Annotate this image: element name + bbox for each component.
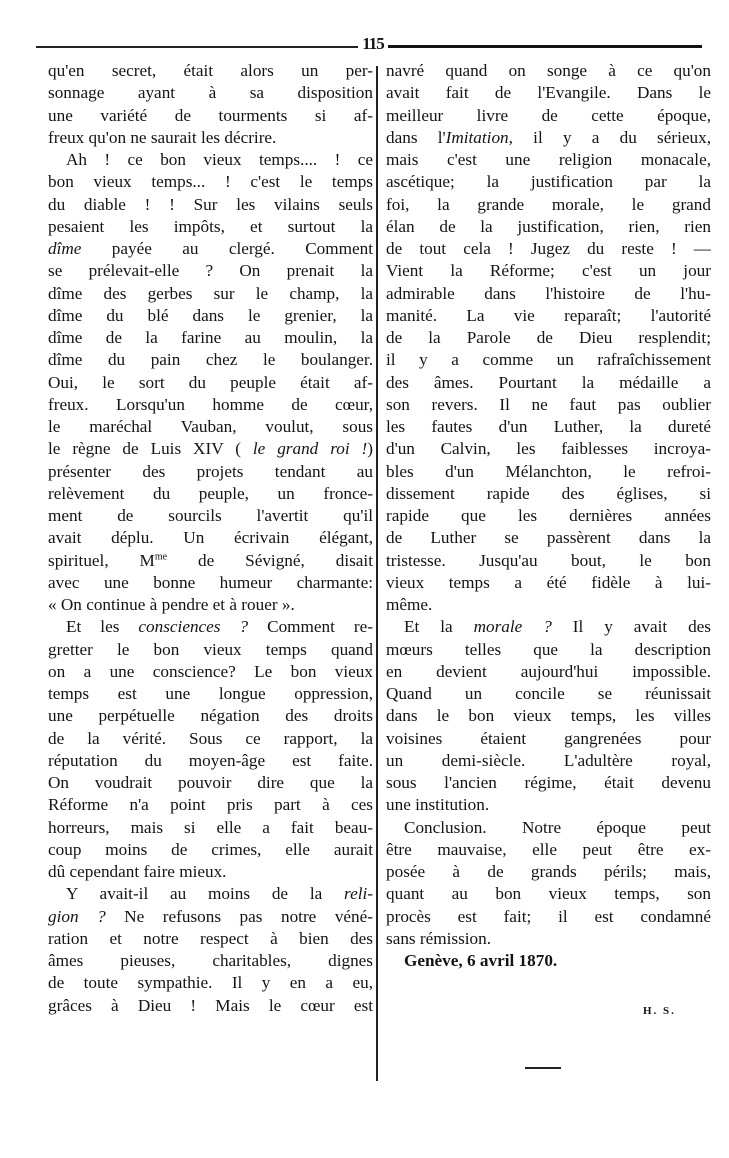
text-line: avait fait de l'Evangile. Dans le: [386, 83, 711, 103]
text-line: temps est une longue oppression,: [48, 684, 373, 703]
dateline: Genève, 6 avril 1870.: [404, 951, 558, 970]
text-line: meilleur livre de cette époque,: [386, 105, 711, 125]
text-line: Réforme n'a point pris part à ces: [48, 795, 373, 815]
text-line: coup moins de crimes, elle aurait: [48, 839, 373, 859]
text-line: procès est fait; il est condamné: [386, 906, 711, 926]
text-line: de toute sympathie. Il y en a eu,: [48, 973, 373, 993]
text-line: sonnage ayant à sa disposition: [48, 83, 373, 103]
text-line: dîme des gerbes sur le champ, la: [48, 283, 373, 303]
text-line: un demi-siècle. L'adultère royal,: [386, 750, 711, 770]
text-line: avec une bonne humeur charmante:: [48, 572, 373, 592]
text-line: Et la morale ? Il y avait des: [404, 617, 711, 637]
text-line: des âmes. Pourtant la médaille a: [386, 372, 711, 392]
text-line: posée à de grands périls; mais,: [386, 862, 711, 881]
text-line: manité. La vie reparaît; l'autorité: [386, 305, 711, 325]
column-divider: [376, 66, 378, 1081]
text-line: gretter le bon vieux temps quand: [48, 639, 373, 659]
text-line: pesaient les impôts, et surtout la: [48, 216, 373, 236]
text-line: réputation du moyen-âge est faite.: [48, 750, 373, 770]
text-line: Et les consciences ? Comment re-: [66, 617, 373, 637]
text-line: ascétique; la justification par la: [386, 172, 711, 192]
text-line: bon vieux temps... ! c'est le temps: [48, 172, 373, 192]
italic-text: gion ?: [48, 906, 106, 926]
italic-text: morale ?: [473, 617, 552, 637]
text-line: voisines étaient gangrenées pour: [386, 728, 711, 748]
text-line: de tout cela ! Jugez du reste ! —: [386, 239, 711, 258]
left-column: [48, 60, 373, 1017]
text-line: On voudrait pouvoir dire que la: [48, 773, 373, 792]
text-line: même.: [386, 595, 433, 614]
text-line: freux qu'on ne saurait les décrire.: [48, 127, 277, 147]
text-line: vieux temps a été fidèle à lui-: [386, 572, 711, 592]
text-line: rapide que les dernières années: [386, 506, 711, 525]
text-line: dissement rapide des églises, si: [386, 483, 711, 503]
text-line: ration et notre respect à bien des: [48, 928, 373, 948]
text-line: dîme payée au clergé. Comment: [48, 239, 373, 258]
text-line: du diable ! ! Sur les vilains seuls: [48, 194, 373, 214]
italic-text: Imitation: [445, 127, 509, 147]
text-line: horreurs, mais si elle a fait beau-: [48, 817, 373, 837]
text-line: les fautes d'un Luther, la dureté: [386, 417, 711, 436]
text-line: élan de la justification, rien, rien: [386, 216, 711, 236]
text-line: grâces à Dieu ! Mais le cœur est: [48, 995, 373, 1015]
italic-text: consciences ?: [138, 617, 249, 637]
text-line: être mauvaise, elle peut être ex-: [386, 839, 711, 859]
text-line: dîme du pain chez le boulanger.: [48, 350, 373, 370]
text-line: Conclusion. Notre époque peut: [404, 817, 711, 837]
text-line: quant au bon vieux temps, son: [386, 884, 711, 904]
text-line: dans l'Imitation, il y a du sérieux,: [386, 127, 711, 147]
header-rule-left: [36, 46, 358, 48]
text-line: dîme de la farine au moulin, la: [48, 328, 373, 347]
italic-text: dîme: [48, 239, 82, 258]
text-line: foi, la grande morale, le grand: [386, 194, 711, 214]
text-line: en devient aujourd'hui impossible.: [386, 661, 711, 681]
text-line: dîme du blé dans le grenier, la: [48, 305, 373, 325]
text-line: présenter des projets tendant au: [48, 461, 373, 481]
text-line: avait déplu. Un écrivain élégant,: [48, 528, 373, 548]
text-line: Vient la Réforme; c'est un jour: [386, 261, 711, 281]
text-line: navré quand on songe à ce qu'on: [386, 61, 711, 80]
text-line: « On continue à pendre et à rouer ».: [48, 595, 295, 614]
text-line: dans le bon vieux temps, les villes: [386, 706, 711, 726]
text-line: bles d'un Mélanchton, le refroi-: [386, 461, 711, 481]
text-line: le maréchal Vauban, voulut, sous: [48, 417, 373, 436]
text-line: sous l'ancien régime, était devenu: [386, 773, 711, 792]
text-line: Oui, le sort du peuple était af-: [48, 372, 373, 392]
text-line: spirituel, $M^{me}$ de Sévigné, disait: [48, 550, 373, 570]
text-line: freux. Lorsqu'un homme de cœur,: [48, 394, 373, 414]
text-line: son revers. Il ne faut pas oublier: [386, 394, 711, 414]
right-column: [386, 60, 711, 972]
text-line: qu'en secret, était alors un per-: [48, 61, 373, 80]
text-line: admirable dans l'histoire de l'hu-: [386, 283, 711, 303]
page-number: 115: [362, 34, 384, 53]
text-line: d'un Calvin, les faiblesses incroya-: [386, 439, 711, 459]
text-line: de la vérité. Sous ce rapport, la: [48, 728, 373, 748]
italic-text: le grand roi !: [252, 439, 368, 459]
italic-text: reli-: [344, 884, 373, 904]
header-rule-right: [388, 45, 702, 48]
text-line: mais c'est une religion monacale,: [386, 150, 711, 169]
signature: H. S.: [643, 1005, 676, 1017]
text-line: sans rémission.: [386, 928, 492, 948]
text-line: Ah ! ce bon vieux temps.... ! ce: [66, 150, 373, 169]
text-line: de la Parole de Dieu resplendit;: [386, 328, 711, 347]
text-line: on a une conscience? Le bon vieux: [48, 661, 373, 681]
text-line: relèvement du peuple, un fronce-: [48, 483, 373, 503]
text-line: de Luther se passèrent dans la: [386, 528, 711, 548]
text-line: tristesse. Jusqu'au bout, le bon: [386, 550, 711, 570]
text-line: le règne de Luis XIV ( le grand roi !): [48, 439, 373, 459]
text-line: il y a comme un rafraîchissement: [386, 350, 711, 370]
end-rule: [525, 1067, 561, 1069]
text-line: Y avait-il au moins de la reli-: [66, 884, 373, 904]
text-line: Quand un concile se réunissait: [386, 684, 711, 703]
text-line: mœurs telles que la description: [386, 639, 711, 659]
text-line: gion ? Ne refusons pas notre véné-: [48, 906, 374, 926]
text-line: une perpétuelle négation des droits: [48, 706, 373, 726]
text-line: ment de sourcils l'avertit qu'il: [48, 506, 373, 525]
text-line: dû cependant faire mieux.: [48, 862, 227, 881]
page-header: [36, 36, 702, 56]
text-line: âmes pieuses, charitables, dignes: [48, 951, 373, 970]
text-line: se prélevait-elle ? On prenait la: [48, 261, 373, 281]
text-line: une institution.: [386, 795, 490, 815]
text-line: une variété de tourments si af-: [48, 105, 373, 125]
